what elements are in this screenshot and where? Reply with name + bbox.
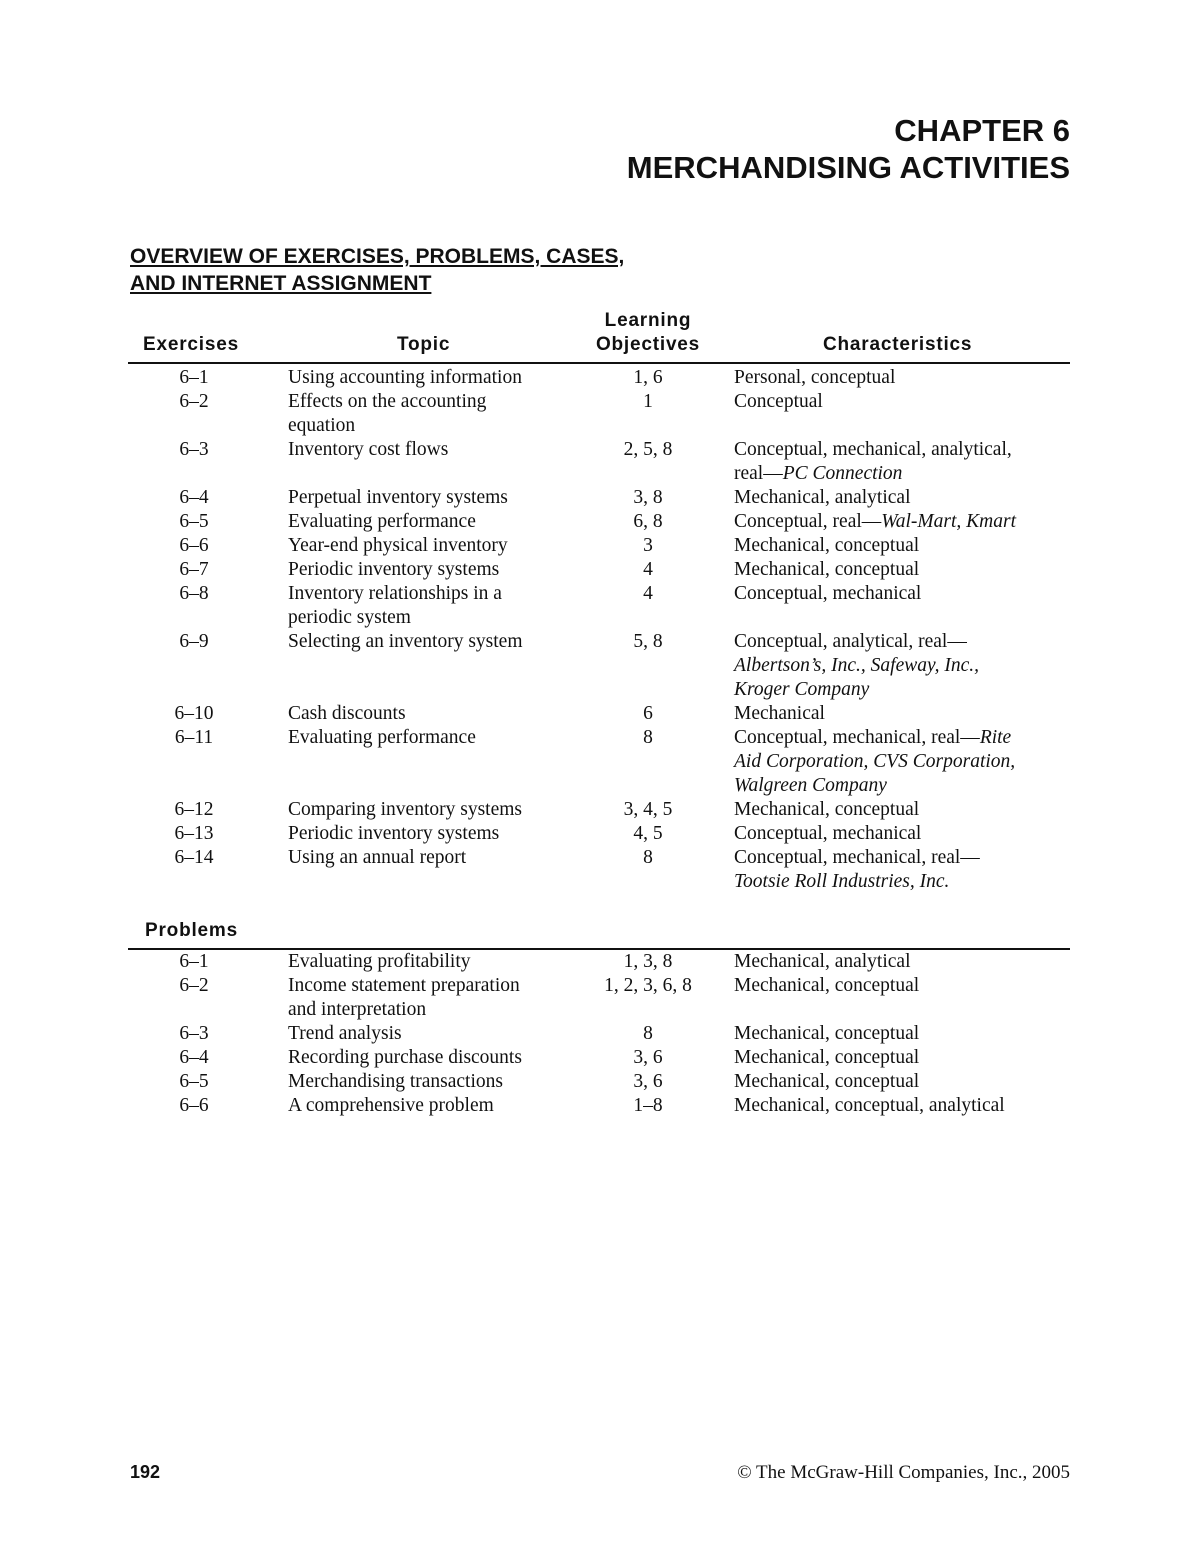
exercise-characteristics-line bbox=[734, 798, 1064, 822]
exercise-objectives: 4 bbox=[643, 559, 653, 580]
exercise-characteristics bbox=[734, 438, 1064, 486]
problem-characteristics bbox=[734, 974, 1064, 998]
exercise-number: 6–13 bbox=[174, 823, 214, 844]
exercise-objectives: 8 bbox=[643, 847, 653, 868]
problem-number: 6–3 bbox=[179, 1023, 209, 1044]
exercise-row bbox=[0, 366, 1200, 390]
exercise-row bbox=[0, 438, 1200, 486]
exercise-topic bbox=[288, 510, 558, 534]
exercise-objectives: 5, 8 bbox=[633, 631, 663, 652]
characteristics-text: Mechanical, analytical bbox=[734, 487, 911, 508]
exercise-characteristics bbox=[734, 846, 1064, 894]
problem-characteristics bbox=[734, 1070, 1064, 1094]
problem-characteristics bbox=[734, 1022, 1064, 1046]
exercise-objectives: 6, 8 bbox=[633, 511, 663, 532]
exercise-characteristics bbox=[734, 510, 1064, 534]
company-name: Wal-Mart, Kmart bbox=[881, 511, 1016, 532]
exercise-characteristics-line bbox=[734, 870, 1064, 894]
exercise-objectives: 4 bbox=[643, 583, 653, 604]
problem-topic-line: Income statement preparation bbox=[288, 975, 520, 996]
exercise-topic bbox=[288, 702, 558, 726]
exercise-characteristics bbox=[734, 582, 1064, 606]
problem-characteristics-line bbox=[734, 1046, 1064, 1070]
exercise-characteristics bbox=[734, 366, 1064, 390]
exercise-topic-line: Perpetual inventory systems bbox=[288, 487, 508, 508]
problem-characteristics bbox=[734, 950, 1064, 974]
problem-number: 6–2 bbox=[179, 975, 209, 996]
exercise-characteristics-line bbox=[734, 582, 1064, 606]
characteristics-header: Characteristics bbox=[823, 334, 973, 355]
exercise-topic-line: Evaluating performance bbox=[288, 727, 476, 748]
exercise-topic-line: periodic system bbox=[288, 607, 411, 628]
exercise-number: 6–3 bbox=[179, 439, 209, 460]
exercise-objectives: 6 bbox=[643, 703, 653, 724]
problem-topic bbox=[288, 1094, 558, 1118]
problem-topic-line: Recording purchase discounts bbox=[288, 1047, 522, 1068]
exercise-number: 6–10 bbox=[174, 703, 214, 724]
characteristics-text: Mechanical, conceptual bbox=[734, 1023, 920, 1044]
exercise-number: 6–6 bbox=[179, 535, 209, 556]
exercise-characteristics bbox=[734, 798, 1064, 822]
copyright-notice: © The McGraw-Hill Companies, Inc., 2005 bbox=[737, 1462, 1070, 1483]
exercise-characteristics-line bbox=[734, 438, 1064, 462]
exercise-row bbox=[0, 534, 1200, 558]
exercise-topic bbox=[288, 534, 558, 558]
problems-table bbox=[0, 950, 1200, 1118]
problem-topic-line: Trend analysis bbox=[288, 1023, 402, 1044]
problem-row bbox=[0, 1046, 1200, 1070]
characteristics-text: Mechanical bbox=[734, 703, 825, 724]
exercise-topic-line: equation bbox=[288, 415, 356, 436]
characteristics-text: Mechanical, analytical bbox=[734, 951, 911, 972]
exercise-row bbox=[0, 390, 1200, 438]
problem-characteristics-line bbox=[734, 1022, 1064, 1046]
problem-topic bbox=[288, 1022, 558, 1046]
exercise-characteristics-line bbox=[734, 774, 1064, 798]
characteristics-text: Conceptual, mechanical, real— bbox=[734, 727, 980, 748]
overview-heading bbox=[130, 243, 624, 297]
exercise-topic-line: Evaluating performance bbox=[288, 511, 476, 532]
exercise-row bbox=[0, 510, 1200, 534]
characteristics-text: Conceptual, mechanical bbox=[734, 823, 922, 844]
problem-objectives: 1, 2, 3, 6, 8 bbox=[604, 975, 692, 996]
page-footer bbox=[130, 1462, 1070, 1486]
exercise-objectives: 3 bbox=[643, 535, 653, 556]
objectives-header bbox=[578, 309, 718, 357]
characteristics-text: real— bbox=[734, 463, 783, 484]
characteristics-text: Conceptual, mechanical bbox=[734, 583, 922, 604]
problem-characteristics-line bbox=[734, 1094, 1064, 1118]
exercise-characteristics bbox=[734, 726, 1064, 798]
exercise-row bbox=[0, 846, 1200, 894]
chapter-heading bbox=[627, 112, 1070, 186]
exercise-topic-line: Inventory relationships in a bbox=[288, 583, 502, 604]
exercise-topic-line: Cash discounts bbox=[288, 703, 406, 724]
exercise-row bbox=[0, 822, 1200, 846]
exercise-characteristics bbox=[734, 534, 1064, 558]
exercise-row bbox=[0, 486, 1200, 510]
exercise-objectives: 1, 6 bbox=[633, 367, 663, 388]
page-number: 192 bbox=[130, 1462, 161, 1482]
problem-row bbox=[0, 974, 1200, 1022]
exercise-number: 6–1 bbox=[179, 367, 209, 388]
overview-line-1: OVERVIEW OF EXERCISES, PROBLEMS, CASES, bbox=[130, 245, 625, 268]
problem-row bbox=[0, 1070, 1200, 1094]
characteristics-text: Conceptual, analytical, real— bbox=[734, 631, 967, 652]
company-name: Rite bbox=[979, 727, 1012, 748]
exercise-characteristics-line bbox=[734, 630, 1064, 654]
exercise-number: 6–14 bbox=[174, 847, 214, 868]
characteristics-text: Conceptual, mechanical, analytical, bbox=[734, 439, 1012, 460]
exercise-topic bbox=[288, 390, 558, 438]
exercise-row bbox=[0, 558, 1200, 582]
exercise-objectives: 3, 4, 5 bbox=[623, 799, 673, 820]
exercise-objectives: 3, 8 bbox=[633, 487, 663, 508]
exercise-number: 6–2 bbox=[179, 391, 209, 412]
company-name: Tootsie Roll Industries, Inc. bbox=[734, 871, 950, 892]
exercise-objectives: 1 bbox=[643, 391, 653, 412]
problem-objectives: 3, 6 bbox=[633, 1071, 663, 1092]
characteristics-text: Conceptual bbox=[734, 391, 823, 412]
exercise-characteristics-line bbox=[734, 390, 1064, 414]
exercise-topic-line: Periodic inventory systems bbox=[288, 823, 500, 844]
exercise-objectives: 4, 5 bbox=[633, 823, 663, 844]
exercise-characteristics bbox=[734, 630, 1064, 702]
exercise-topic-line: Using an annual report bbox=[288, 847, 467, 868]
company-name: Walgreen Company bbox=[734, 775, 887, 796]
exercise-characteristics-line bbox=[734, 486, 1064, 510]
problem-characteristics-line bbox=[734, 950, 1064, 974]
problem-topic-line: A comprehensive problem bbox=[288, 1095, 494, 1116]
exercise-topic bbox=[288, 846, 558, 870]
exercise-characteristics bbox=[734, 486, 1064, 510]
exercise-topic bbox=[288, 822, 558, 846]
exercise-topic bbox=[288, 558, 558, 582]
exercise-topic-line: Effects on the accounting bbox=[288, 391, 487, 412]
exercise-characteristics-line bbox=[734, 534, 1064, 558]
problem-topic bbox=[288, 950, 558, 974]
exercise-topic bbox=[288, 582, 558, 630]
overview-line-2: AND INTERNET ASSIGNMENT bbox=[130, 272, 432, 295]
exercise-row bbox=[0, 630, 1200, 702]
characteristics-text: Mechanical, conceptual bbox=[734, 559, 920, 580]
exercise-number: 6–7 bbox=[179, 559, 209, 580]
exercise-characteristics-line bbox=[734, 510, 1064, 534]
company-name: Kroger Company bbox=[734, 679, 870, 700]
problem-characteristics bbox=[734, 1046, 1064, 1070]
exercise-topic bbox=[288, 366, 558, 390]
problem-row bbox=[0, 950, 1200, 974]
exercise-number: 6–11 bbox=[174, 727, 214, 748]
problem-number: 6–4 bbox=[179, 1047, 209, 1068]
exercise-row bbox=[0, 726, 1200, 798]
exercise-characteristics-line bbox=[734, 462, 1064, 486]
exercise-topic-line: Year-end physical inventory bbox=[288, 535, 508, 556]
characteristics-text: Personal, conceptual bbox=[734, 367, 896, 388]
characteristics-text: Mechanical, conceptual, analytical bbox=[734, 1095, 1005, 1116]
problem-topic-line: and interpretation bbox=[288, 999, 427, 1020]
exercise-characteristics-line bbox=[734, 822, 1064, 846]
exercise-topic bbox=[288, 798, 558, 822]
exercise-characteristics-line bbox=[734, 750, 1064, 774]
exercise-topic bbox=[288, 486, 558, 510]
exercise-objectives: 2, 5, 8 bbox=[623, 439, 673, 460]
exercise-characteristics-line bbox=[734, 654, 1064, 678]
problem-number: 6–5 bbox=[179, 1071, 209, 1092]
problem-characteristics-line bbox=[734, 1070, 1064, 1094]
company-name: Aid Corporation, CVS Corporation, bbox=[734, 751, 1016, 772]
exercise-topic bbox=[288, 726, 558, 750]
chapter-title: MERCHANDISING ACTIVITIES bbox=[626, 150, 1070, 185]
exercise-row bbox=[0, 702, 1200, 726]
problem-topic-line: Evaluating profitability bbox=[288, 951, 471, 972]
problem-row bbox=[0, 1094, 1200, 1118]
exercise-number: 6–8 bbox=[179, 583, 209, 604]
exercises-header: Exercises bbox=[143, 334, 239, 355]
exercise-number: 6–5 bbox=[179, 511, 209, 532]
exercise-characteristics-line bbox=[734, 678, 1064, 702]
characteristics-text: Mechanical, conceptual bbox=[734, 1071, 920, 1092]
problem-row bbox=[0, 1022, 1200, 1046]
company-name: PC Connection bbox=[782, 463, 903, 484]
problem-topic bbox=[288, 1046, 558, 1070]
problem-number: 6–6 bbox=[179, 1095, 209, 1116]
exercise-row bbox=[0, 582, 1200, 630]
exercise-topic-line: Inventory cost flows bbox=[288, 439, 449, 460]
company-name: Albertson’s, Inc., Safeway, Inc., bbox=[734, 655, 979, 676]
exercise-objectives: 8 bbox=[643, 727, 653, 748]
exercise-characteristics bbox=[734, 822, 1064, 846]
exercise-characteristics bbox=[734, 558, 1064, 582]
problem-characteristics bbox=[734, 1094, 1064, 1118]
problem-number: 6–1 bbox=[179, 951, 209, 972]
exercise-row bbox=[0, 798, 1200, 822]
exercises-header-rule bbox=[128, 362, 1070, 364]
characteristics-text: Mechanical, conceptual bbox=[734, 799, 920, 820]
problem-characteristics-line bbox=[734, 974, 1064, 998]
exercise-topic-line: Comparing inventory systems bbox=[288, 799, 522, 820]
exercise-topic-line: Selecting an inventory system bbox=[288, 631, 523, 652]
problem-objectives: 3, 6 bbox=[633, 1047, 663, 1068]
exercise-characteristics-line bbox=[734, 726, 1064, 750]
exercise-number: 6–9 bbox=[179, 631, 209, 652]
exercise-topic-line: Using accounting information bbox=[288, 367, 522, 388]
exercise-characteristics-line bbox=[734, 846, 1064, 870]
exercise-topic-line: Periodic inventory systems bbox=[288, 559, 500, 580]
problem-topic-line: Merchandising transactions bbox=[288, 1071, 503, 1092]
exercise-characteristics-line bbox=[734, 702, 1064, 726]
characteristics-text: Mechanical, conceptual bbox=[734, 975, 920, 996]
exercise-characteristics-line bbox=[734, 558, 1064, 582]
characteristics-text: Conceptual, real— bbox=[734, 511, 882, 532]
exercise-topic bbox=[288, 630, 558, 654]
chapter-number: CHAPTER 6 bbox=[894, 113, 1070, 148]
objectives-header-line-2: Objectives bbox=[595, 334, 701, 355]
characteristics-text: Conceptual, mechanical, real— bbox=[734, 847, 980, 868]
characteristics-text: Mechanical, conceptual bbox=[734, 1047, 920, 1068]
problem-objectives: 1–8 bbox=[633, 1095, 663, 1116]
objectives-header-line-1: Learning bbox=[604, 310, 692, 331]
exercise-number: 6–4 bbox=[179, 487, 209, 508]
exercise-number: 6–12 bbox=[174, 799, 214, 820]
characteristics-text: Mechanical, conceptual bbox=[734, 535, 920, 556]
problems-header: Problems bbox=[145, 920, 238, 941]
exercise-characteristics-line bbox=[734, 366, 1064, 390]
exercise-topic bbox=[288, 438, 558, 462]
exercise-characteristics bbox=[734, 390, 1064, 414]
exercise-characteristics bbox=[734, 702, 1064, 726]
topic-header: Topic bbox=[397, 334, 451, 355]
problem-topic bbox=[288, 1070, 558, 1094]
exercises-table bbox=[0, 366, 1200, 894]
problem-objectives: 8 bbox=[643, 1023, 653, 1044]
problem-objectives: 1, 3, 8 bbox=[623, 951, 673, 972]
problem-topic bbox=[288, 974, 558, 1022]
